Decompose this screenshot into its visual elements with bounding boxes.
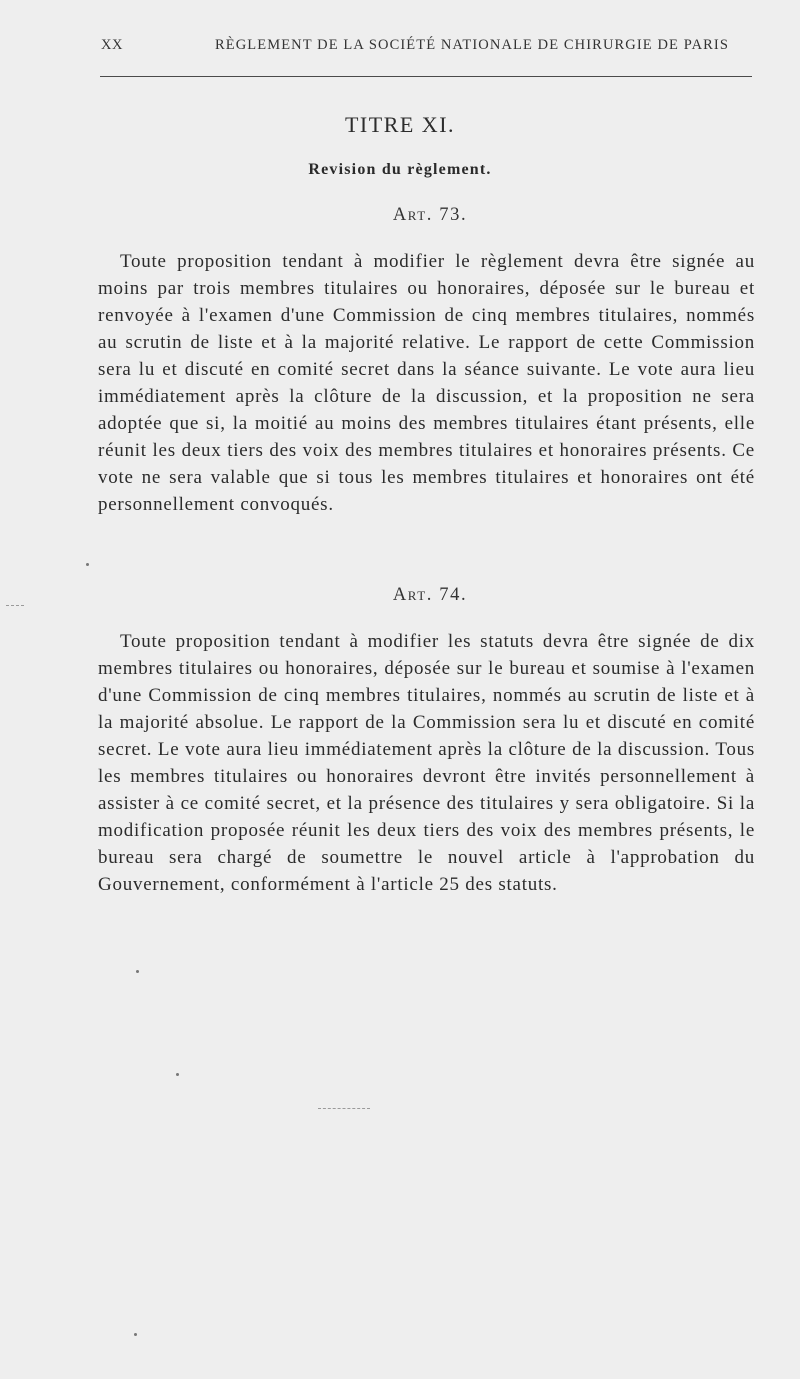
- page-folio: XX: [101, 37, 123, 53]
- section-subtitle: Revision du règlement.: [308, 161, 492, 178]
- running-title: RÈGLEMENT DE LA SOCIÉTÉ NATIONALE DE CHIRURGIE DE PARIS: [214, 37, 729, 53]
- header-rule: [100, 76, 752, 77]
- article-74-text: Toute proposition tendant à modifier les statuts devra être signée de dix membres titulaires ou honoraires, déposée sur le bureau et soumise à l'examen d'une Commission de cinq membres titulaires, nommés au scrutin de liste et à la majorité absolue. Le rapport de la Commission sera lu et discuté en comité secret. Le vote aura lieu immédiatement après la clôture de la discussion. Tous les membres titulaires ou honoraires devront être invités personnellement à assister à ce comité secret, et la présence des titulaires y sera obligatoire. Si la modification proposée réunit les deux tiers des voix des membres présents, le bureau sera chargé de soumettre le nouvel article à l'approbation du Gouvernement, conformément à l'article 25 des statuts.: [98, 631, 755, 895]
- scan-speck: [86, 563, 89, 566]
- scan-mark: [318, 1108, 370, 1109]
- article-73-text: Toute proposition tendant à modifier le règlement devra être signée au moins par trois membres titulaires ou honoraires, déposée sur le bureau et renvoyée à l'examen d'une Commission de cinq membres titulaires, nommés au scrutin de liste et à la majorité relative. Le rapport de cette Commission sera lu et discuté en comité secret dans la séance suivante. Le vote aura lieu immédiatement après la clôture de la discussion, et la proposition ne sera adoptée que si, la moitié au moins des membres titulaires étant présents, elle réunit les deux tiers des voix des membres titulaires et honoraires présents. Ce vote ne sera valable que si tous les membres titulaires et honoraires ont été personnellement convoqués.: [98, 251, 755, 515]
- article-73-heading: Art. 73.: [392, 205, 468, 225]
- scan-speck: [136, 970, 139, 973]
- scan-speck: [176, 1073, 179, 1076]
- scan-mark: [6, 605, 24, 606]
- running-head: [101, 37, 729, 54]
- article-74-heading: Art. 74.: [392, 585, 468, 605]
- section-title: TITRE XI.: [344, 112, 456, 137]
- scan-speck: [134, 1333, 137, 1336]
